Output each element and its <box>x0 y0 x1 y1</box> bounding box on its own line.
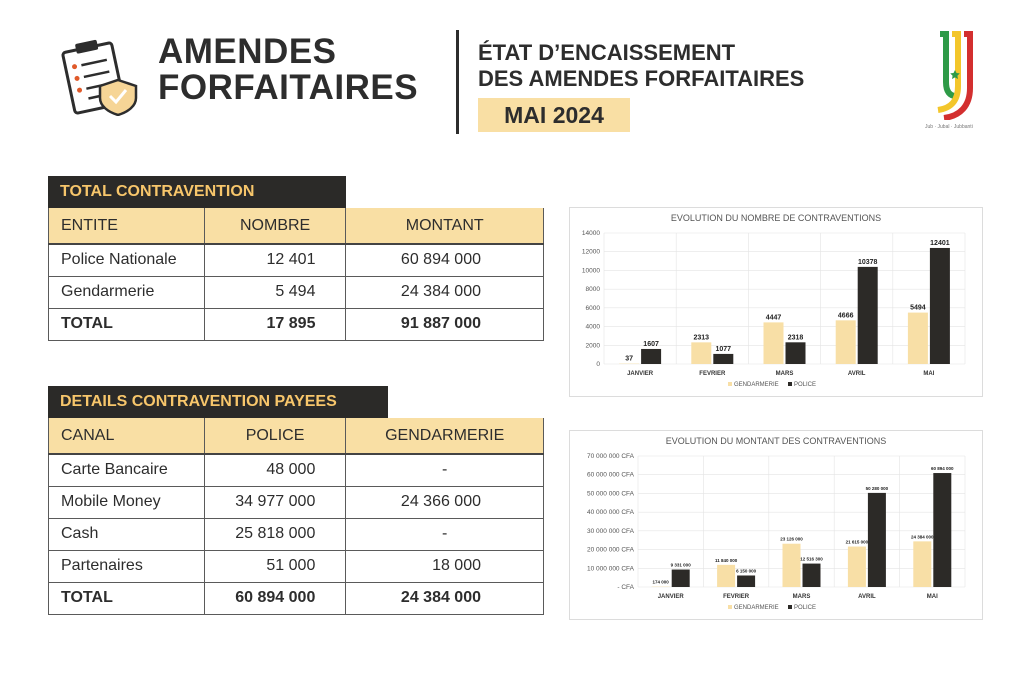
data-label: 60 894 000 <box>931 466 954 472</box>
cell-canal: Carte Bancaire <box>49 454 205 486</box>
cell-montant: 24 384 000 <box>346 276 544 308</box>
bar-gendarmerie <box>848 547 866 587</box>
legend-swatch <box>788 382 792 386</box>
clipboard-shield-icon <box>58 32 142 116</box>
cell-gendarmerie: - <box>346 454 544 486</box>
x-tick-label: JANVIER <box>657 594 684 600</box>
data-label: 4666 <box>837 312 854 320</box>
details-contravention-payees-table <box>48 418 544 615</box>
y-tick-label: 70 000 000 CFA <box>587 453 634 460</box>
data-label: 12 516 300 <box>800 556 823 562</box>
x-tick-label: FEVRIER <box>723 594 750 600</box>
jjj-logo <box>932 30 976 120</box>
header-divider <box>456 30 459 134</box>
page-subtitle <box>478 40 804 92</box>
x-tick-label: MARS <box>792 594 811 600</box>
table-row <box>49 244 544 276</box>
col-header-police: POLICE <box>204 418 346 454</box>
data-label: 1607 <box>643 340 659 348</box>
y-tick-label: 20 000 000 CFA <box>587 546 634 554</box>
bar-gendarmerie <box>717 565 735 587</box>
table-row <box>49 276 544 308</box>
cell-entite: Gendarmerie <box>49 276 205 308</box>
table-header-row <box>49 418 544 454</box>
bar-police <box>858 267 878 364</box>
chart-nombre-box <box>569 207 983 397</box>
legend-label: GENDARMERIE <box>734 605 779 611</box>
legend-label: POLICE <box>794 605 817 611</box>
cell-total-montant: 91 887 000 <box>346 308 544 340</box>
bar-police <box>868 493 886 587</box>
bar-police <box>786 342 806 364</box>
cell-police: 25 818 000 <box>204 518 346 550</box>
cell-police: 34 977 000 <box>204 486 346 518</box>
bar-police <box>713 354 733 364</box>
bar-gendarmerie <box>783 544 801 587</box>
data-label: 4447 <box>765 314 782 322</box>
cell-gendarmerie: 24 366 000 <box>346 486 544 518</box>
table-header-row <box>49 208 544 244</box>
cell-gendarmerie: - <box>346 518 544 550</box>
y-tick-label: 2000 <box>585 342 600 350</box>
cell-canal: Cash <box>49 518 205 550</box>
bar-gendarmerie <box>913 541 931 587</box>
x-tick-label: MAI <box>923 371 935 377</box>
chart-nombre-contraventions <box>570 208 982 396</box>
data-label: 23 126 000 <box>780 536 803 542</box>
cell-nombre: 12 401 <box>204 244 346 276</box>
data-label: 11 840 000 <box>714 557 738 563</box>
title-line-1: AMENDES <box>158 32 337 71</box>
cell-gendarmerie: 18 000 <box>346 550 544 582</box>
bar-gendarmerie <box>836 320 856 364</box>
table-row <box>49 454 544 486</box>
legend-swatch <box>788 605 792 609</box>
y-tick-label: 8000 <box>585 286 600 294</box>
report-date-badge: MAI 2024 <box>478 98 630 132</box>
cell-police: 51 000 <box>204 550 346 582</box>
col-header-nombre: NOMBRE <box>204 208 346 244</box>
subtitle-line-2: DES AMENDES FORFAITAIRES <box>478 66 805 91</box>
x-tick-label: MAI <box>926 594 938 600</box>
cell-canal: Partenaires <box>49 550 205 582</box>
subtitle-line-1: ÉTAT D’ENCAISSEMENT <box>478 40 736 65</box>
total-contravention-table <box>48 208 544 341</box>
legend-label: POLICE <box>794 382 817 388</box>
bar-police <box>641 349 661 364</box>
x-tick-label: MARS <box>775 371 794 377</box>
table-row <box>49 486 544 518</box>
bar-police <box>933 473 951 587</box>
bar-police <box>930 248 950 364</box>
bar-gendarmerie <box>908 313 928 364</box>
y-tick-label: 12000 <box>581 248 600 256</box>
title-line-2: FORFAITAIRES <box>158 68 419 107</box>
cell-total-label: TOTAL <box>49 308 205 340</box>
cell-total-nombre: 17 895 <box>204 308 346 340</box>
chart-title: EVOLUTION DU NOMBRE DE CONTRAVENTIONS <box>670 213 882 223</box>
data-label: 21 615 000 <box>845 539 869 545</box>
data-label: 9 331 000 <box>670 562 691 568</box>
data-label: 10378 <box>857 258 878 266</box>
y-tick-label: 40 000 000 CFA <box>587 509 634 517</box>
table2-banner: DETAILS CONTRAVENTION PAYEES <box>48 386 388 418</box>
data-label: 2313 <box>693 334 710 342</box>
table-total-row <box>49 582 544 614</box>
data-label: 174 000 <box>652 579 669 585</box>
col-header-montant: MONTANT <box>346 208 544 244</box>
x-tick-label: AVRIL <box>847 371 866 377</box>
data-label: 12401 <box>930 239 950 247</box>
cell-montant: 60 894 000 <box>346 244 544 276</box>
cell-canal: Mobile Money <box>49 486 205 518</box>
cell-total-gendarmerie: 24 384 000 <box>346 582 544 614</box>
cell-police: 48 000 <box>204 454 346 486</box>
x-tick-label: FEVRIER <box>699 371 726 377</box>
y-tick-label: 6000 <box>585 304 600 312</box>
chart-title: EVOLUTION DU MONTANT DES CONTRAVENTIONS <box>665 436 887 446</box>
legend-label: GENDARMERIE <box>734 382 779 388</box>
data-label: 24 384 000 <box>911 534 934 540</box>
table-row <box>49 550 544 582</box>
data-label: 1077 <box>715 345 732 353</box>
bar-gendarmerie <box>764 322 784 364</box>
x-tick-label: AVRIL <box>858 594 876 600</box>
logo-caption: Jub · Jubal · Jubbanti <box>925 124 973 130</box>
y-tick-label: - CFA <box>617 584 634 591</box>
bar-police <box>672 570 690 587</box>
y-tick-label: 10 000 000 CFA <box>587 565 634 573</box>
data-label: 2318 <box>787 334 804 342</box>
data-label: 6 150 000 <box>736 568 757 574</box>
y-tick-label: 50 000 000 CFA <box>587 490 634 498</box>
cell-total-police: 60 894 000 <box>204 582 346 614</box>
bar-gendarmerie <box>691 342 711 364</box>
data-label: 50 280 000 <box>865 485 889 491</box>
legend-swatch <box>728 382 732 386</box>
y-tick-label: 10000 <box>581 267 600 275</box>
y-tick-label: 0 <box>596 361 600 368</box>
col-header-canal: CANAL <box>49 418 205 454</box>
data-label: 5494 <box>910 304 926 312</box>
cell-total-label: TOTAL <box>49 582 205 614</box>
col-header-gendarmerie: GENDARMERIE <box>346 418 544 454</box>
table-total-row <box>49 308 544 340</box>
y-tick-label: 60 000 000 CFA <box>587 471 634 479</box>
y-tick-label: 14000 <box>581 230 600 237</box>
col-header-entite: ENTITE <box>49 208 205 244</box>
page-title <box>158 34 418 106</box>
bar-police <box>803 564 821 587</box>
x-tick-label: JANVIER <box>627 371 654 377</box>
chart-montant-box <box>569 430 983 620</box>
data-label: 37 <box>625 355 633 363</box>
bar-police <box>737 575 755 587</box>
table1-banner: TOTAL CONTRAVENTION <box>48 176 346 208</box>
y-tick-label: 30 000 000 CFA <box>587 527 634 535</box>
chart-montant-contraventions <box>570 431 982 619</box>
cell-nombre: 5 494 <box>204 276 346 308</box>
y-tick-label: 4000 <box>585 323 600 331</box>
cell-entite: Police Nationale <box>49 244 205 276</box>
table-row <box>49 518 544 550</box>
legend-swatch <box>728 605 732 609</box>
